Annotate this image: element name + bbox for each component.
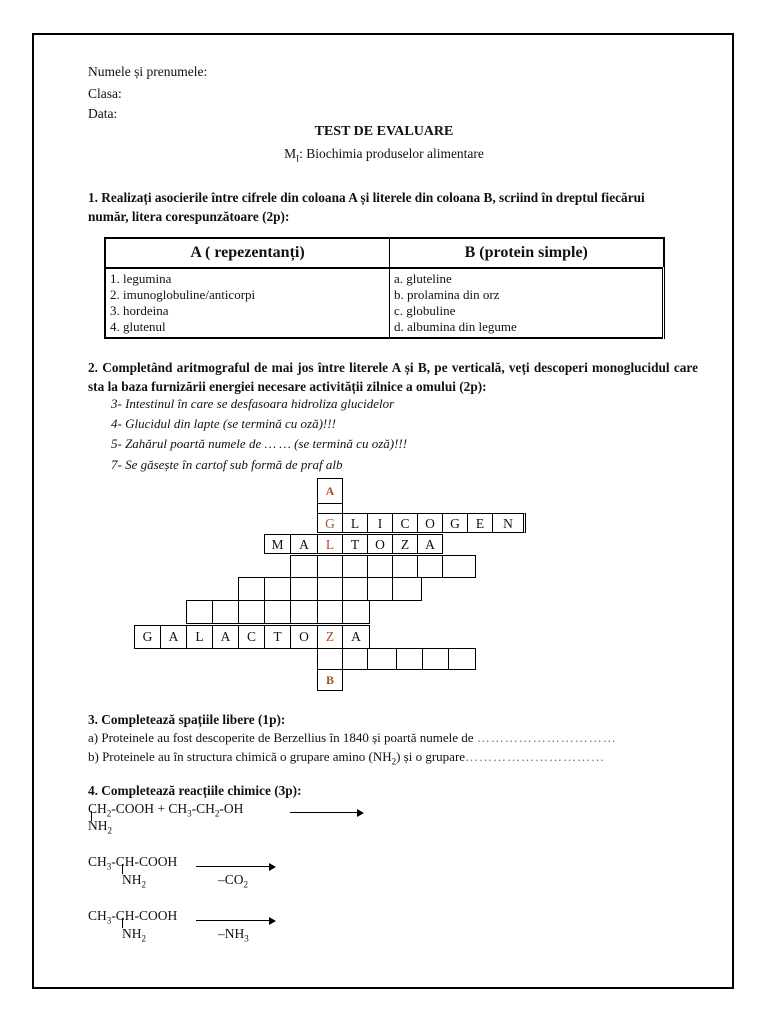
crossword-cell — [290, 577, 318, 601]
reaction-1-amino: $NH_2$ — [88, 818, 112, 836]
crossword-cell — [290, 600, 318, 624]
crossword-cell — [396, 648, 423, 670]
list-item: d. albumina din legume — [394, 319, 517, 334]
crossword-cell: L — [342, 513, 368, 533]
association-table — [104, 237, 665, 339]
crossword-cell: G — [442, 513, 468, 533]
crossword-cell: N — [492, 513, 526, 533]
reaction-arrow-icon — [290, 812, 358, 813]
reaction-3-amino: $NH_2$ — [122, 926, 146, 944]
page-border — [32, 33, 734, 989]
clue-7: 7- Se găsește în cartof sub formă de praf alb — [111, 457, 343, 472]
crossword-cell — [392, 555, 418, 578]
crossword-cell — [342, 577, 368, 601]
list-item: c. globuline — [394, 303, 456, 318]
crossword-cell — [342, 600, 370, 624]
date-label: Data: — [88, 106, 118, 121]
crossword-cell — [417, 555, 443, 578]
column-b-header: B (protein simple) — [390, 238, 664, 268]
list-item: 4. glutenul — [110, 319, 166, 334]
column-a-header: A ( repezentanți) — [105, 238, 390, 268]
question-2-text: 2. Completând aritmograful de mai jos între literele A și B, pe verticală, veți descoperi monoglucidul care sta la baza furnizării energiei necesare activității zilnice a omului (2p): — [88, 360, 698, 394]
crossword-cell: A — [290, 534, 318, 554]
page-subtitle: $M_I$: Biochimia produselor alimentare — [284, 146, 484, 164]
reaction-2-condition: $-CO_2$ — [218, 872, 249, 890]
crossword-cell — [290, 555, 318, 578]
list-item: a. gluteline — [394, 271, 452, 286]
clue-5: 5- Zahărul poartă numele de … … (se termină cu oză)!!! — [111, 436, 408, 451]
crossword-cell: T — [264, 625, 291, 649]
page-title: TEST DE EVALUARE — [314, 124, 454, 139]
crossword-cell — [186, 600, 213, 624]
reaction-arrow-icon — [196, 866, 270, 867]
crossword-cell — [317, 555, 343, 578]
question-3-text: 3. Completează spațiile libere (1p): — [88, 712, 286, 727]
question-4-text: 4. Completează reacțiile chimice (3p): — [88, 783, 302, 798]
crossword-cell: G — [134, 625, 161, 649]
crossword-cell-key: G — [317, 513, 343, 533]
clue-3: 3- Intestinul în care se desfasoara hidroliza glucidelor — [111, 396, 395, 411]
crossword-cell — [367, 648, 397, 670]
list-item: 3. hordeina — [110, 303, 169, 318]
list-item: 1. legumina — [110, 271, 172, 286]
crossword-cell — [367, 555, 393, 578]
clue-4: 4- Glucidul din lapte (se termină cu oză)!!! — [111, 416, 336, 431]
crossword-cell — [422, 648, 449, 670]
list-item: b. prolamina din orz — [394, 287, 500, 302]
crossword-cell — [317, 648, 343, 670]
reaction-1-reactants: $CH_2$-COOH + $CH_3-CH_2-OH$ — [88, 801, 244, 819]
crossword-cell — [238, 600, 265, 624]
crossword-cell: O — [417, 513, 443, 533]
crossword-cell: M — [264, 534, 291, 554]
crossword-cell — [342, 555, 368, 578]
class-label: Clasa: — [88, 86, 122, 101]
crossword-cell: O — [290, 625, 318, 649]
column-b-cell — [390, 268, 664, 338]
crossword-cell — [442, 555, 476, 578]
name-label: Numele și prenumele: — [88, 64, 208, 79]
question-3a: a) Proteinele au fost descoperite de Berzellius în 1840 și poartă numele de ………………………… — [88, 730, 617, 745]
crossword-cell: L — [186, 625, 213, 649]
crossword-cell — [238, 577, 265, 601]
crossword-cell: C — [392, 513, 418, 533]
crossword-cell: T — [342, 534, 368, 554]
question-1-text: 1. Realizați asocierile între cifrele din coloana A și literele din coloana B, scriind în dreptul fiecărui număr, litera corespunzătoare (2p): — [88, 190, 645, 224]
list-item: 2. imunoglobuline/anticorpi — [110, 287, 256, 302]
crossword-cell — [317, 600, 343, 624]
column-a-cell — [105, 268, 390, 338]
crossword-cell — [342, 648, 368, 670]
reaction-3-condition: $-NH_3$ — [218, 926, 249, 944]
crossword-cell: A — [160, 625, 187, 649]
crossword-cell — [212, 600, 239, 624]
crossword-cell — [448, 648, 476, 670]
crossword-cell: A — [417, 534, 443, 554]
question-3b: b) Proteinele au în structura chimică o grupare amino $(NH_2)$ și o grupare………………………… — [88, 749, 606, 767]
crossword-cell: E — [467, 513, 493, 533]
crossword-cell — [264, 577, 291, 601]
crossword-cell-key: Z — [317, 625, 343, 649]
crossword-cell: C — [238, 625, 265, 649]
crossword-cell — [317, 577, 343, 601]
crossword-cell: A — [212, 625, 239, 649]
reaction-3-reactant: $CH_3-CH$-COOH — [88, 908, 178, 926]
reaction-arrow-icon — [196, 920, 270, 921]
crossword-cell — [367, 577, 393, 601]
crossword-top-cell: A — [317, 478, 343, 504]
crossword-cell: O — [367, 534, 393, 554]
crossword-cell: I — [367, 513, 393, 533]
crossword-cell — [264, 600, 291, 624]
reaction-2-amino: $NH_2$ — [122, 872, 146, 890]
crossword-cell-key: L — [317, 534, 343, 554]
crossword-bottom-cell: B — [317, 669, 343, 691]
reaction-2-reactant: $CH_3-CH$-COOH — [88, 854, 178, 872]
crossword-cell: A — [342, 625, 370, 649]
crossword-cell — [392, 577, 422, 601]
crossword-cell: Z — [392, 534, 418, 554]
